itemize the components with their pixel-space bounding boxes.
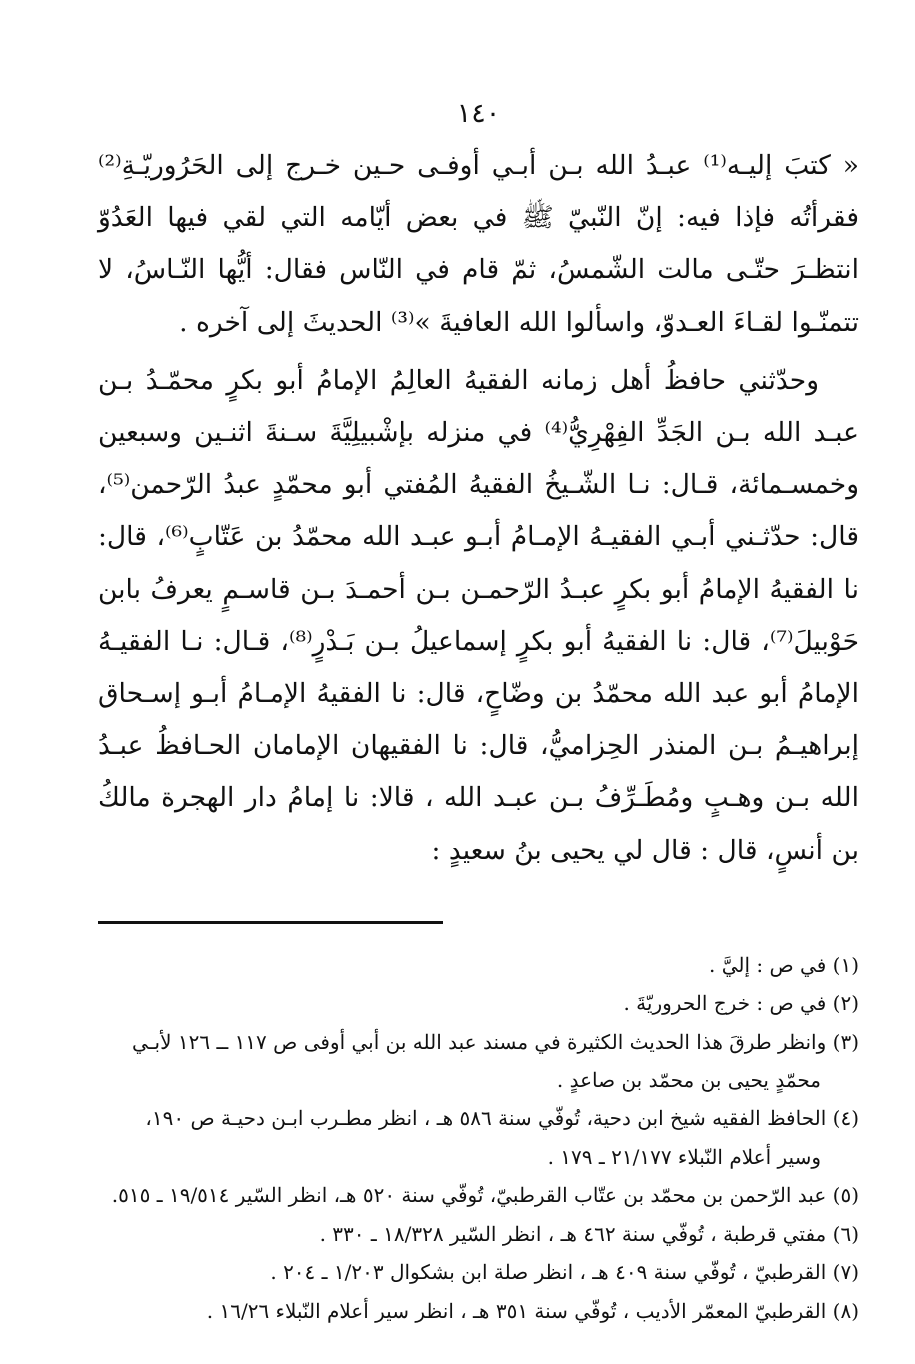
footnote-text: (٧) القرطبيّ ، تُوفّي سنة ٤٠٩ هـ ، انظر صلة ابن بشكوال ١/٢٠٣ ـ ٢٠٤ .: [270, 1260, 859, 1285]
paragraph-hadith: « كتبَ إليـه⁽¹⁾ عبـدُ الله بـن أبـي أوفـى حـين خـرج إلى الحَرُوريّـةِ⁽²⁾ فقرأتُه فإذا فيه: إنّ النّبيّ ﷺ في بعض أيّامه التي لقي فيها العَدُوّ انتظـرَ حتّـى مالت الشّمسُ، ثمّ قام في النّاس فقال: أيُّها النّـاسُ، لا تتمنّـوا لقـاءَ العـدوّ، واسألوا الله العافيةَ »⁽³⁾ الحديثَ إلى آخره .: [98, 150, 859, 338]
footnote-text: (٥) عبد الرّحمن بن محمّد بن عتّاب القرطبيّ، تُوفّي سنة ٥٢٠ هـ، انظر السّير ١٩/٥١٤ ـ ٥١٥.: [111, 1183, 859, 1208]
footnotes: [98, 946, 859, 1330]
footnote-text: (٤) الحافظ الفقيه شيخ ابن دحية، تُوفّي سنة ٥٨٦ هـ ، انظر مطـرب ابـن دحيـة ص ١٩٠،: [145, 1106, 859, 1131]
footnote-1: [98, 946, 859, 984]
footnote-separator: [98, 921, 443, 924]
footnote-5: [98, 1176, 859, 1214]
footnote-2: [98, 984, 859, 1022]
footnote-text: (٨) القرطبيّ المعمّر الأديب ، تُوفّي سنة ٣٥١ هـ ، انظر سير أعلام النّبلاء ١٦/٢٦ .: [206, 1298, 859, 1323]
main-text: [98, 140, 859, 877]
paragraph-isnad: وحدّثني حافظُ أهل زمانه الفقيهُ العالِمُ الإمامُ أبو بكرٍ محمّـدُ بـن عبـد الله بـن الجَدِّ الفِهْرِيُّ⁽⁴⁾ في منزله بإشْبيلِيَّةَ سـنةَ اثنـين وسبعين وخمسـمائة، قـال: نـا الشّـيخُ الفقيهُ المُفتي أبو محمّدٍ عبدُ الرّحمن⁽⁵⁾، قال: حدّثـني أبـي الفقيـهُ الإمـامُ أبـو عبـد الله محمّدُ بن عَتّابٍ⁽⁶⁾، قال: نا الفقيهُ الإمامُ أبو بكرٍ عبـدُ الرّحمـن بـن أحمـدَ بـن قاسـمٍ يعرفُ بابن حَوْبيلَ⁽⁷⁾، قال: نا الفقيهُ أبو بكرٍ إسماعيلُ بـن بَـدْرٍ⁽⁸⁾، قـال: نـا الفقيـهُ الإمامُ أبو عبد الله محمّدُ بن وضّاحٍ، قال: نا الفقيهُ الإمـامُ أبـو إسـحاق إبراهيـمُ بـن المنذر الحِزاميُّ، قال: نا الفقيهان الإمامان الحـافظُ عبـدُ الله بـن وهـبٍ ومُطَـرِّفُ بـن عبـد الله ، قالا: نا إمامُ دار الهجرة مالكُ بن أنسٍ، قال : قال لي يحيى بنُ سعيدٍ :: [98, 364, 860, 866]
footnote-text: (٣) وانظر طرقَ هذا الحديث الكثيرة في مسند عبد الله بن أبي أوفى ص ١١٧ ــ ١٢٦ لأبـي: [132, 1029, 859, 1054]
footnote-8: [98, 1292, 859, 1330]
page-number: ١٤٠: [456, 98, 501, 129]
footnote-4: [98, 1099, 859, 1176]
footnote-3: [98, 1023, 859, 1100]
footnote-6: [98, 1215, 859, 1253]
footnote-text: (١) في ص : إليَّ .: [709, 952, 859, 977]
footnote-text: (٢) في ص : خرج الحروريّةَ .: [623, 991, 859, 1016]
footnote-text: (٦) مفتي قرطبة ، تُوفّي سنة ٤٦٢ هـ ، انظر السّير ١٨/٣٢٨ ـ ٣٣٠ .: [319, 1221, 859, 1246]
footnote-continuation: وسير أعلام النّبلاء ٢١/١٧٧ ـ ١٧٩ .: [547, 1144, 821, 1169]
footnote-continuation: محمّدٍ يحيى بن محمّد بن صاعدٍ .: [556, 1068, 821, 1093]
footnote-7: [98, 1253, 859, 1291]
